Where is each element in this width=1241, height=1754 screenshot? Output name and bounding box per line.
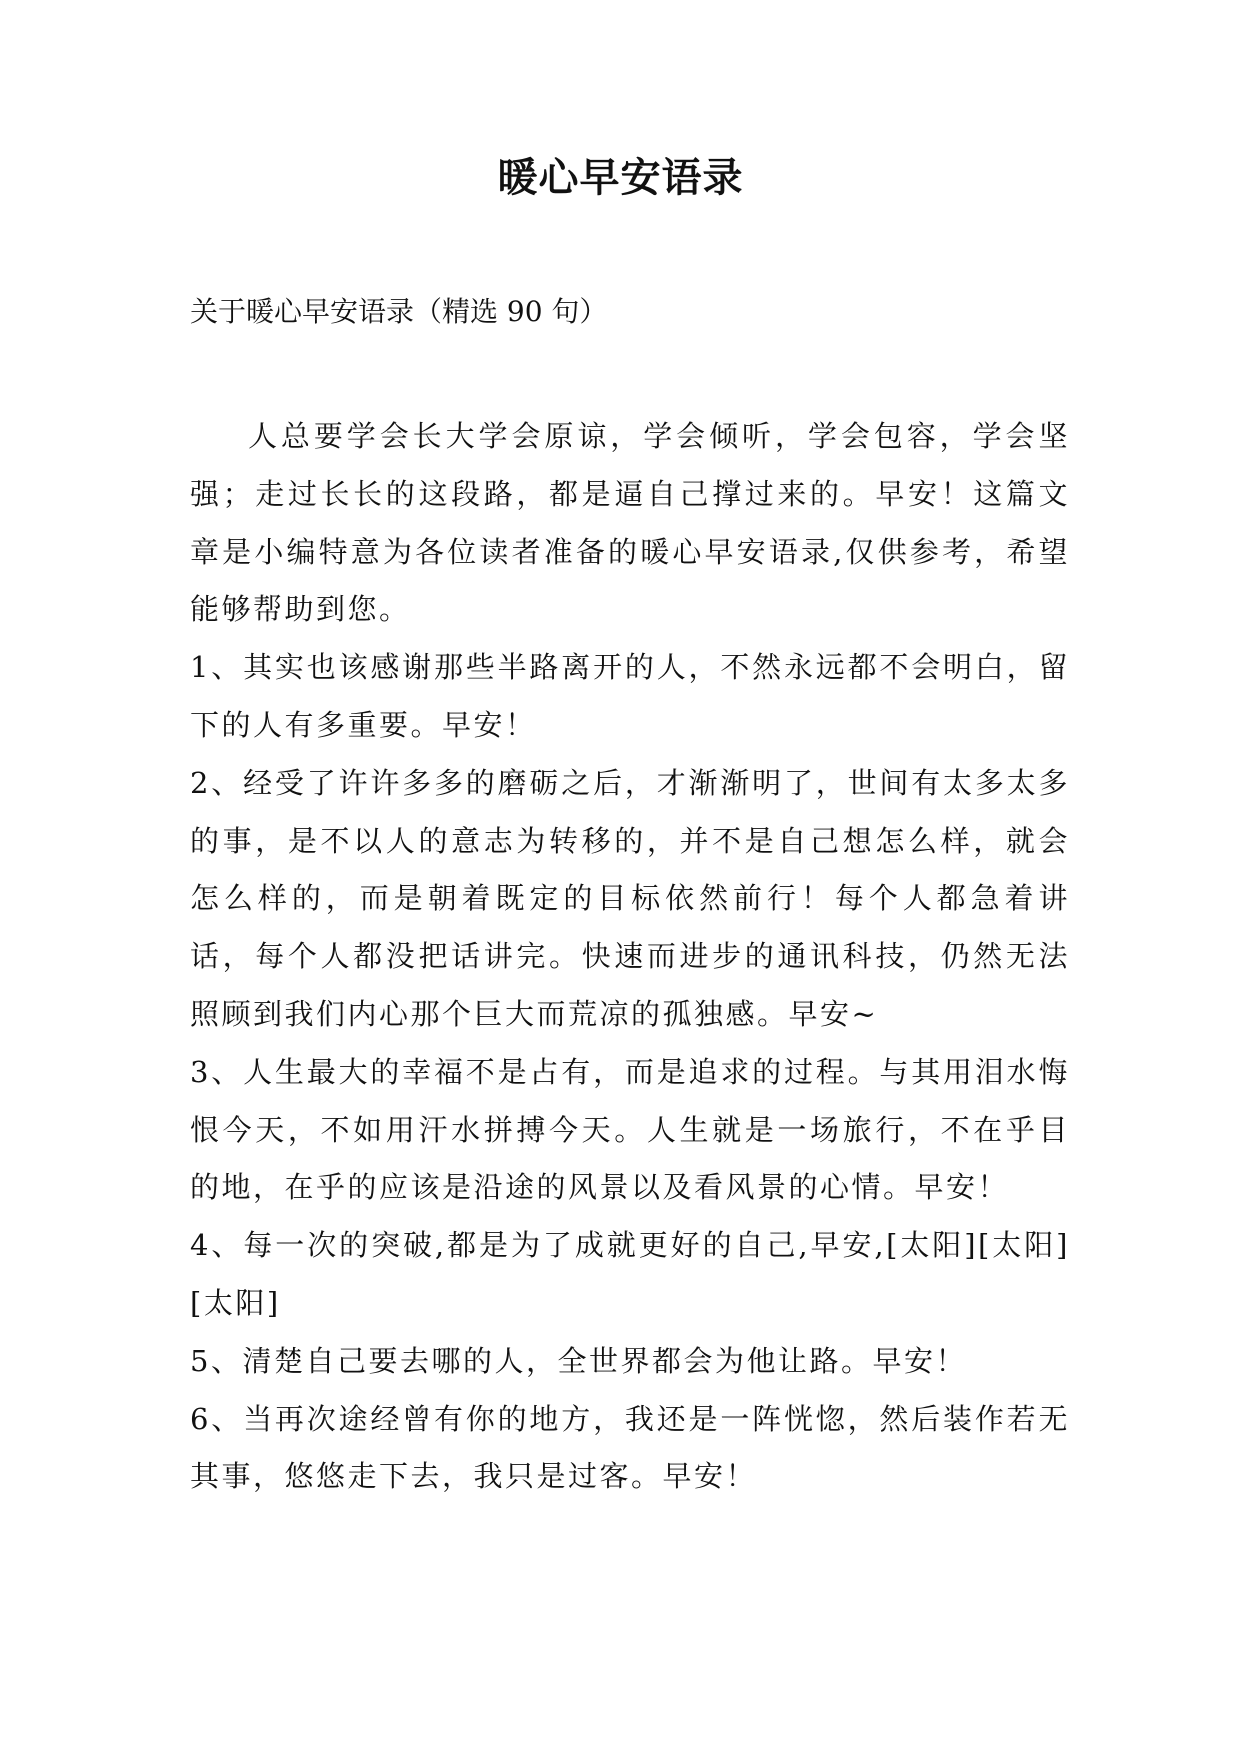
- quote-item-4: 4、每一次的突破,都是为了成就更好的自己,早安,[太阳][太阳][太阳]: [190, 1228, 1070, 1320]
- quote-item-1: 1、其实也该感谢那些半路离开的人，不然永远都不会明白，留下的人有多重要。早安！: [190, 650, 1070, 742]
- document-subtitle: 关于暖心早安语录（精选 90 句）: [190, 295, 608, 328]
- quote-item-3: 3、人生最大的幸福不是占有，而是追求的过程。与其用泪水悔恨今天，不如用汗水拼搏今天。人生就是一场旅行，不在乎目的地，在乎的应该是沿途的风景以及看风景的心情。早安！: [190, 1054, 1070, 1205]
- quote-item-2: 2、经受了许许多多的磨砺之后，才渐渐明了，世间有太多太多的事，是不以人的意志为转移的，并不是自己想怎么样，就会怎么样的，而是朝着既定的目标依然前行！每个人都急着讲话，每个人都没把话讲完。快速而进步的通讯科技，仍然无法照顾到我们内心那个巨大而荒凉的孤独感。早安~: [190, 765, 1070, 1031]
- document-body: [190, 408, 1070, 1506]
- quote-item-5: 5、清楚自己要去哪的人，全世界都会为他让路。早安！: [190, 1343, 967, 1378]
- quote-item-6: 6、当再次途经曾有你的地方，我还是一阵恍惚，然后装作若无其事，悠悠走下去，我只是过客。早安！: [190, 1401, 1070, 1494]
- intro-paragraph: 人总要学会长大学会原谅，学会倾听，学会包容，学会坚强；走过长长的这段路，都是逼自己撑过来的。早安！这篇文章是小编特意为各位读者准备的暖心早安语录,仅供参考，希望能够帮助到您。: [190, 419, 1070, 627]
- document-title: 暖心早安语录: [497, 154, 744, 201]
